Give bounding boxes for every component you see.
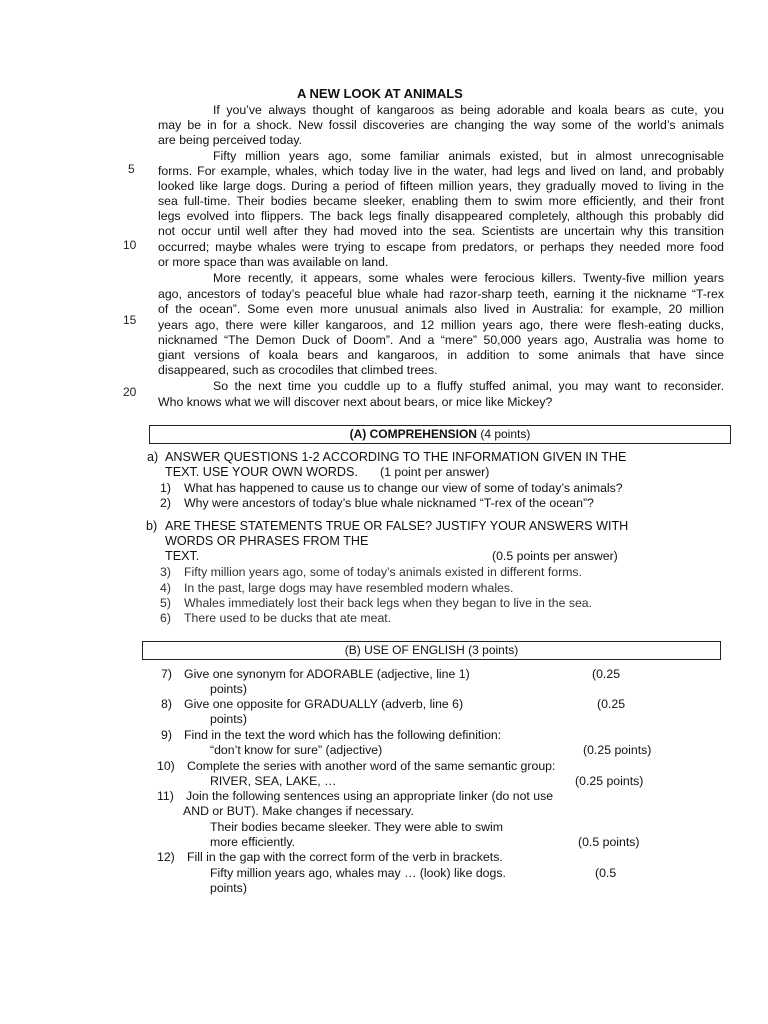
question-4: In the past, large dogs may have resembled modern whales. (184, 581, 514, 595)
question-number: 12) (157, 850, 175, 864)
text-line: or more space than was available on land. (158, 255, 389, 269)
text-line: giant versions of koala bears and kangaroos, in addition to some animals that have since (158, 348, 724, 362)
text-line: of the ocean”. Some even more unusual animals also lived in Australia: for example, 20 million (158, 302, 724, 316)
page-title: A NEW LOOK AT ANIMALS (297, 86, 463, 101)
question-7-points: (0.25 (592, 667, 621, 681)
text-line: More recently, it appears, some whales were ferocious killers. Twenty-five million years (213, 271, 724, 285)
text-line: legs evolved into flippers. The back legs finally disappeared completely, although this probably did (158, 209, 724, 223)
text-line: occurred; maybe whales were trying to escape from predators, or perhaps they needed more food (158, 240, 724, 254)
part-b-points: (0.5 points per answer) (492, 549, 618, 563)
text-line: years ago, there were killer kangaroos, and 12 million years ago, there were flesh-eating ducks, (158, 318, 724, 332)
section-b-points: (3 points) (464, 643, 519, 657)
question-12-points-cont: points) (210, 881, 247, 895)
question-number: 10) (157, 759, 175, 773)
question-9: Find in the text the word which has the following definition: (184, 728, 502, 742)
text-line: ago, ancestors of today’s peaceful blue whale had razor-sharp teeth, earning it the nickname “T-rex (158, 287, 724, 301)
question-2: Why were ancestors of today’s blue whale nicknamed “T-rex of the ocean”? (184, 496, 594, 510)
text-line: Fifty million years ago, some familiar animals existed, but in almost unrecognisable (213, 149, 724, 163)
section-a-heading (149, 425, 731, 444)
question-number: 1) (160, 481, 171, 495)
question-6: There used to be ducks that ate meat. (184, 611, 392, 625)
section-b-heading (142, 641, 721, 660)
line-number-5: 5 (128, 162, 135, 176)
part-b-instruction: ARE THESE STATEMENTS TRUE OR FALSE? JUSTIFY YOUR ANSWERS WITH (165, 519, 629, 533)
question-number: 7) (161, 667, 172, 681)
text-line: disappeared, such as crocodiles that climbed trees. (158, 363, 438, 377)
question-7: Give one synonym for ADORABLE (adjective, line 1) (184, 667, 470, 681)
text-line: may be in for a shock. New fossil discoveries are changing the way some of the world’s animals (158, 118, 724, 132)
question-8-points-cont: points) (210, 712, 247, 726)
text-line: Who knows what we will discover next about bears, or mice like Mickey? (158, 395, 553, 409)
question-number: 9) (161, 728, 172, 742)
text-line: not occur until well after they had moved into the sea. Scientists are uncertain why this transition (158, 224, 724, 238)
question-10-points: (0.25 points) (575, 774, 644, 788)
question-11: Join the following sentences using an appropriate linker (do not use (186, 789, 554, 803)
question-10: Complete the series with another word of the same semantic group: (187, 759, 556, 773)
question-3: Fifty million years ago, some of today’s animals existed in different forms. (184, 565, 582, 579)
question-11-sentences-cont: more efficiently. (210, 835, 295, 849)
text-line: are being perceived today. (158, 133, 303, 147)
part-a-instruction: ANSWER QUESTIONS 1-2 ACCORDING TO THE INFORMATION GIVEN IN THE (165, 450, 627, 464)
question-number: 6) (160, 611, 171, 625)
question-11-sentences: Their bodies became sleeker. They were able to swim (210, 820, 503, 834)
question-number: 11) (157, 789, 174, 803)
question-8: Give one opposite for GRADUALLY (adverb, line 6) (184, 697, 464, 711)
question-12: Fill in the gap with the correct form of the verb in brackets. (187, 850, 503, 864)
part-b-label: b) (146, 519, 158, 533)
question-number: 8) (161, 697, 172, 711)
question-number: 4) (160, 581, 171, 595)
part-b-instruction-2: WORDS OR PHRASES FROM THE (165, 534, 369, 548)
question-number: 2) (160, 496, 171, 510)
question-11-cont: AND or BUT). Make changes if necessary. (183, 804, 414, 818)
question-9-points: (0.25 points) (583, 743, 652, 757)
section-a-title: (A) COMPREHENSION (349, 427, 477, 441)
part-a-points: (1 point per answer) (380, 465, 490, 479)
text-line: looked like large dogs. During a period of fifteen million years, they gradually moved to living in the (158, 179, 724, 193)
question-5: Whales immediately lost their back legs when they began to live in the sea. (184, 596, 593, 610)
part-a-label: a) (147, 450, 159, 464)
part-a-instruction-2: TEXT. USE YOUR OWN WORDS. (165, 465, 358, 479)
question-9-definition: “don’t know for sure” (adjective) (210, 743, 383, 757)
text-line: sea full-time. Their bodies became sleeker, enabling them to swim more efficiently, and their front (158, 194, 724, 208)
question-number: 5) (160, 596, 171, 610)
question-8-points: (0.25 (597, 697, 626, 711)
part-b-instruction-3: TEXT. (165, 549, 200, 563)
question-number: 3) (160, 565, 171, 579)
text-line: So the next time you cuddle up to a fluffy stuffed animal, you may want to reconsider. (213, 379, 724, 393)
section-b-title: (B) USE OF ENGLISH (344, 643, 465, 657)
text-line: If you’ve always thought of kangaroos as being adorable and koala bears as cute, you (213, 103, 724, 117)
question-11-points: (0.5 points) (578, 835, 640, 849)
text-line: nicknamed “The Demon Duck of Doom”. And a “mere” 50,000 years ago, Australia was home to (158, 333, 724, 347)
text-line: forms. For example, whales, which today live in the water, had legs and lived on land, and probably (158, 164, 724, 178)
question-1: What has happened to cause us to change our view of some of today’s animals? (184, 481, 623, 495)
question-7-points-cont: points) (210, 682, 247, 696)
line-number-10: 10 (123, 238, 137, 252)
question-10-series: RIVER, SEA, LAKE, … (210, 774, 337, 788)
section-a-points: (4 points) (476, 427, 531, 441)
line-number-20: 20 (123, 385, 137, 399)
question-12-sentence: Fifty million years ago, whales may … (look) like dogs. (210, 866, 506, 880)
line-number-15: 15 (123, 313, 137, 327)
question-12-points: (0.5 (595, 866, 617, 880)
